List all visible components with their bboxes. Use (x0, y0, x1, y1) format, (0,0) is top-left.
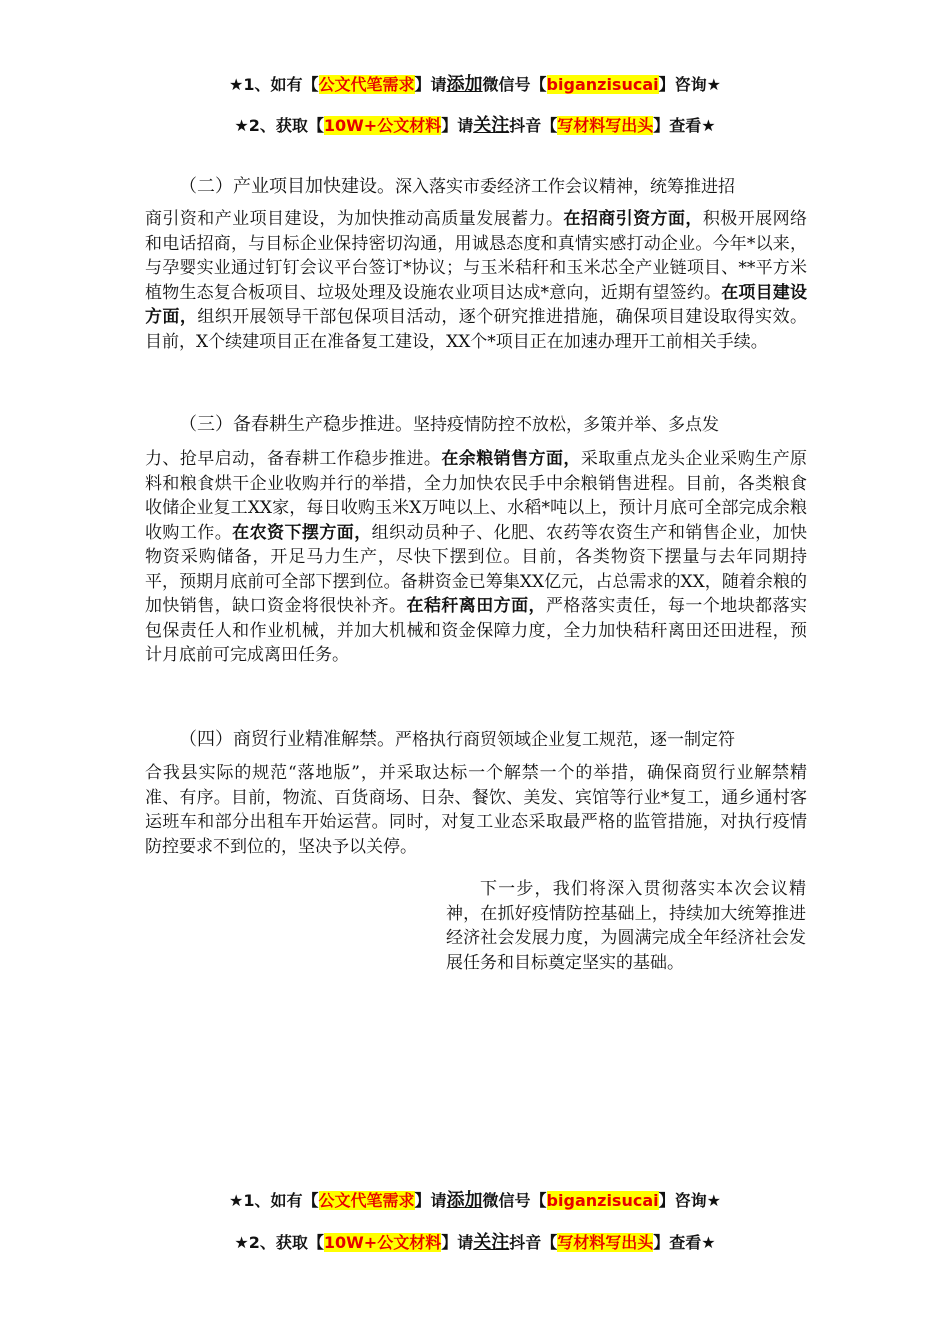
banner-text: 微信号【 (482, 1191, 547, 1210)
banner-text: ★2、获取【 (234, 1233, 324, 1252)
section-3-body (145, 447, 807, 668)
section-2-lead: 深入落实市委经济工作会议精神，统筹推进招 (395, 177, 735, 197)
banner-text: 微信号【 (482, 75, 547, 94)
section-4-lead: 严格执行商贸领域企业复工规范，逐一制定符 (395, 730, 735, 750)
body-text: 组织开展领导干部包保项目活动，逐个研究推进措施，确保项目建设取得实效。目前，X个续建项目正在准备复工建设，XX个*项目正在加速办理开工前相关手续。 (145, 307, 808, 352)
body-text: 力、抢早启动，备春耕工作稳步推进。 (145, 449, 442, 469)
banner-text: 】查看★ (653, 1233, 716, 1252)
banner-text: 】查看★ (653, 116, 716, 135)
banner-text: 抖音【 (509, 116, 558, 135)
banner-text: 】请 (414, 75, 447, 94)
bold-subheading: 在招商引资方面， (563, 209, 703, 229)
banner-text: ★2、获取【 (234, 116, 324, 135)
body-text: 积极开展网络和电话招商，与目标企业保持密切沟通，用诚恳态度和真情实感打动企业。今年*以来，与孕婴实业通过钉钉会议平台签订*协议；与玉米秸秆和玉米芯全产业链项目、**平方米植物生态复合板项目、垃圾处理及设施农业项目达成*意向，近期有望签约。 (145, 209, 808, 303)
section-2-heading: （二）产业项目加快建设。 (179, 176, 395, 197)
bold-subheading: 在农资下摆方面， (232, 522, 372, 543)
banner-text: 】请 (441, 1233, 474, 1252)
banner-text: 】咨询★ (658, 1191, 721, 1210)
section-4-body (145, 761, 807, 859)
body-text: 合我县实际的规范“落地版”，并采取达标一个解禁一个的举措，确保商贸行业解禁精准、有序。目前，物流、百货商场、日杂、餐饮、美发、宾馆等行业*复工，通乡通村客运班车和部分出租车开始运营。同时，对复工业态采取最严格的监管措施，对执行疫情防控要求不到位的，坚决予以关停。 (145, 763, 807, 857)
banner-highlight: 10W+公文材料 (323, 116, 442, 135)
top-banner-line-2 (0, 111, 950, 137)
banner-highlight: 写材料写出头 (557, 116, 654, 135)
banner-text: ★1、如有【 (229, 75, 319, 94)
bottom-banner-line-1 (0, 1186, 950, 1212)
banner-highlight: 公文代笔需求 (318, 75, 415, 94)
top-banner-line-1 (0, 70, 950, 96)
section-3-first-line (145, 410, 807, 436)
body-text: 严格落实责任，每一个地块都落实包保责任人和作业机械，并加大机械和资金保障力度，全力加快秸秆离田还田进程，预计月底前可完成离田任务。 (145, 596, 808, 665)
banner-underline: 添加 (446, 1190, 483, 1211)
banner-text: 】咨询★ (658, 75, 721, 94)
section-3-heading: （三）备春耕生产稳步推进。 (179, 414, 413, 435)
banner-underline: 添加 (446, 74, 483, 95)
section-2-body (145, 207, 807, 354)
banner-text: 】请 (414, 1191, 447, 1210)
bottom-banner-line-2 (0, 1228, 950, 1254)
body-text: 采取重点龙头企业采购生产原料和粮食烘干企业收购并行的举措，全力加快农民手中余粮销售进程。目前，各类粮食收储企业复工XX家，每日收购玉米X万吨以上、水稻*吨以上，预计月底可全部完成余粮收购工作。 (145, 449, 808, 543)
banner-highlight: biganzisucai (546, 75, 659, 94)
banner-underline: 关注 (473, 1232, 510, 1253)
body-text: 商引资和产业项目建设，为加快推动高质量发展蓄力。 (145, 209, 564, 229)
section-3-lead: 坚持疫情防控不放松，多策并举、多点发 (413, 415, 719, 435)
banner-text: ★1、如有【 (229, 1191, 319, 1210)
banner-highlight: 写材料写出头 (557, 1233, 654, 1252)
closing-paragraph: 下一步，我们将深入贯彻落实本次会议精神，在抓好疫情防控基础上，持续加大统筹推进经济社会发展力度，为圆满完成全年经济社会发展任务和目标奠定坚实的基础。 (446, 879, 806, 973)
section-4-heading: （四）商贸行业精准解禁。 (179, 729, 395, 750)
bold-subheading: 在余粮销售方面， (441, 449, 581, 469)
banner-text: 抖音【 (509, 1233, 558, 1252)
banner-underline: 关注 (473, 115, 510, 136)
banner-text: 】请 (441, 116, 474, 135)
banner-highlight: biganzisucai (546, 1191, 659, 1210)
bold-subheading: 在项目建设方面， (145, 282, 808, 327)
section-2-first-line (145, 172, 807, 198)
section-4-first-line (145, 725, 807, 751)
body-text: 组织动员种子、化肥、农药等农资生产和销售企业，加快物资采购储备，开足马力生产，尽快下摆到位。目前，各类物资下摆量与去年同期持平，预期月底前可全部下摆到位。备耕资金已筹集XX亿元，占总需求的XX，随着余粮的加快销售，缺口资金将很快补齐。 (145, 522, 808, 616)
bold-subheading: 在秸秆离田方面， (406, 596, 546, 616)
banner-highlight: 公文代笔需求 (318, 1191, 415, 1210)
banner-highlight: 10W+公文材料 (323, 1233, 442, 1252)
